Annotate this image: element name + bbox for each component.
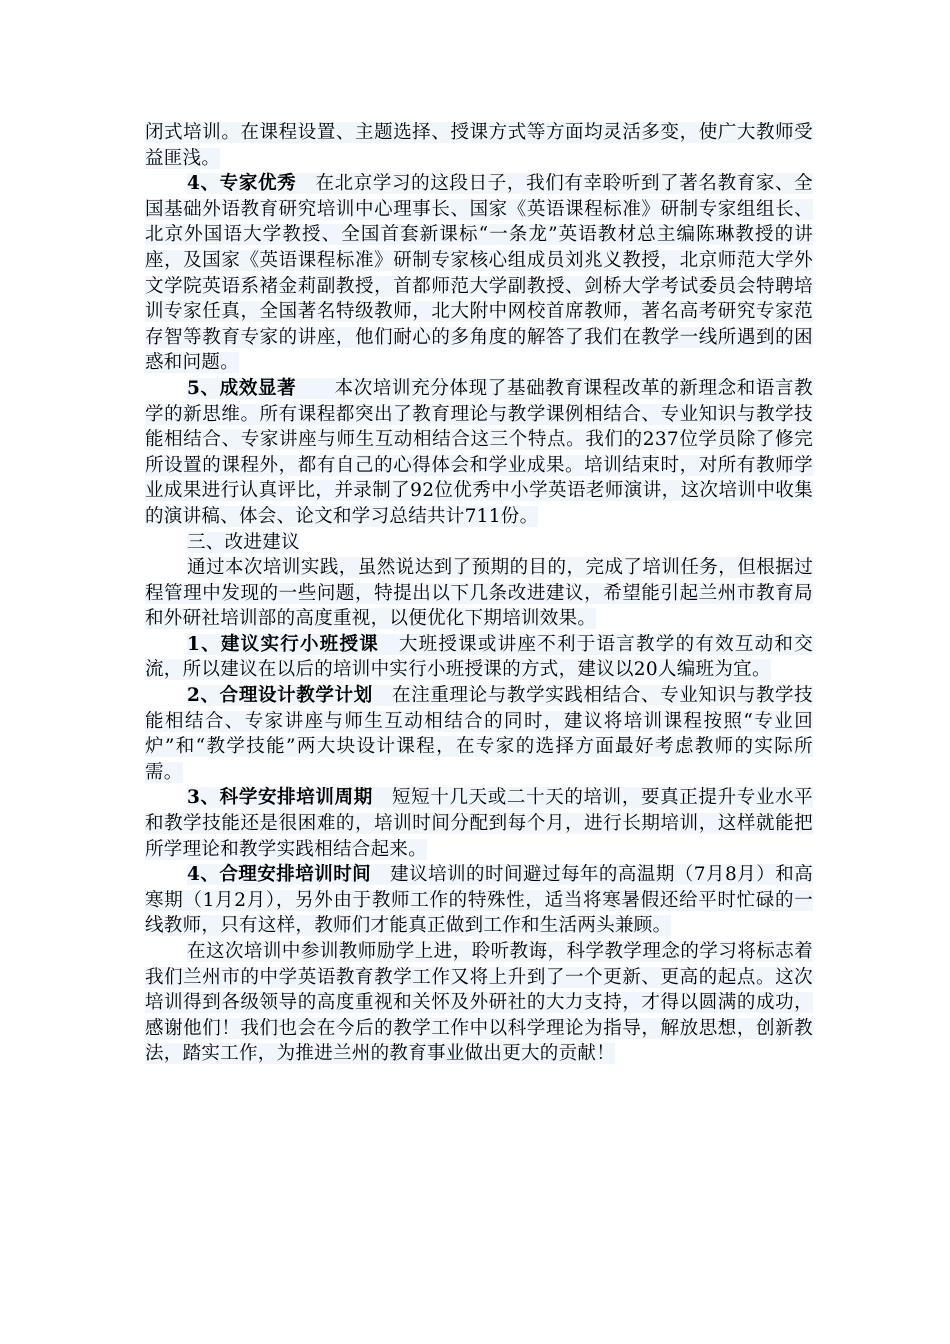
paragraph-training-time bbox=[145, 862, 813, 939]
heading-gap bbox=[379, 634, 399, 655]
section-title-improvements bbox=[145, 530, 813, 556]
section-heading: 3、科学安排培训周期 bbox=[187, 787, 373, 809]
paragraph-text: 在这次培训中参训教师励学上进，聆听教诲，科学教学理念的学习将标志着我们兰州市的中学英语教育教学工作又将上升到了一个更新、更高的起点。这次培训得到各级领导的高度重视和关怀及外研社的大力支持，才得以圆满的成功，感谢他们！我们也会在今后的教学工作中以科学理论为指导，解放思想，创新教法，踏实工作，为推进兰州的教育事业做出更大的贡献！ bbox=[145, 941, 813, 1065]
heading-gap bbox=[296, 378, 334, 399]
paragraph-text: 短短十几天或二十天的培训，要真正提升专业水平和教学技能还是很困难的，培训时间分配到每个月，进行长期培训，这样就能把所学理论和教学实践相结合起来。 bbox=[145, 787, 813, 860]
paragraph-text: 大班授课或讲座不利于语言教学的有效互动和交流，所以建议在以后的培训中实行小班授课的方式，建议以20人编班为宜。 bbox=[145, 633, 814, 681]
paragraph-continuation bbox=[145, 120, 813, 171]
paragraph-intro bbox=[145, 555, 813, 632]
paragraph-text: 在北京学习的这段日子，我们有幸聆听到了著名教育家、全国基础外语教育研究培训中心理事长、国家《英语课程标准》研制专家组组长、北京外国语大学教授、全国首套新课标“一条龙”英语教材总主编陈琳教授的讲座，及国家《英语课程标准》研制专家核心组成员刘兆义教授，北京师范大学外文学院英语系褚金莉副教授，首都师范大学副教授、剑桥大学考试委员会特聘培训专家任真，全国著名特级教师，北大附中网校首席教师，著名高考研究专家范存智等教育专家的讲座，他们耐心的多角度的解答了我们在教学一线所遇到的困惑和问题。 bbox=[145, 173, 813, 374]
section-heading: 三、改进建议 bbox=[187, 531, 300, 553]
paragraph-text: 闭式培训。在课程设置、主题选择、授课方式等方面均灵活多变，使广大教师受益匪浅。 bbox=[145, 122, 813, 169]
paragraph-conclusion bbox=[145, 939, 813, 1067]
paragraph-training-cycle bbox=[145, 785, 813, 862]
section-heading: 5、成效显著 bbox=[187, 377, 297, 399]
paragraph-small-class bbox=[145, 632, 813, 683]
paragraph-text: 本次培训充分体现了基础教育课程改革的新理念和语言教学的新思维。所有课程都突出了教育理论与教学课例相结合、专业知识与教学技能相结合、专家讲座与师生互动相结合这三个特点。我们的237位学员除了修完所设置的课程外，都有自己的心得体会和学业成果。培训结束时，对所有教师学业成果进行认真评比，并录制了92位优秀中小学英语老师演讲，这次培训中收集的演讲稿、体会、论文和学习总结共计711份。 bbox=[145, 377, 813, 527]
paragraph-teaching-plan bbox=[145, 683, 813, 785]
paragraph-expert bbox=[145, 171, 813, 376]
heading-gap bbox=[373, 685, 392, 706]
heading-gap bbox=[296, 173, 315, 194]
section-heading: 4、专家优秀 bbox=[187, 173, 297, 195]
heading-gap bbox=[371, 864, 390, 885]
document-page bbox=[145, 120, 813, 1067]
paragraph-text: 建议培训的时间避过每年的高温期（7月8月）和高寒期（1月2月），另外由于教师工作的特殊性，适当将寒暑假还给平时忙碌的一线教师，只有这样，教师们才能真正做到工作和生活两头兼顾。 bbox=[145, 864, 813, 937]
paragraph-text: 通过本次培训实践，虽然说达到了预期的目的，完成了培训任务，但根据过程管理中发现的一些问题，特提出以下几条改进建议，希望能引起兰州市教育局和外研社培训部的高度重视，以便优化下期培训效果。 bbox=[145, 557, 813, 630]
paragraph-results bbox=[145, 376, 813, 530]
section-heading: 2、合理设计教学计划 bbox=[187, 685, 373, 707]
section-heading: 1、建议实行小班授课 bbox=[187, 633, 380, 655]
paragraph-text: 在注重理论与教学实践相结合、专业知识与教学技能相结合、专家讲座与师生互动相结合的同时，建议将培训课程按照“专业回炉”和“教学技能”两大块设计课程，在专家的选择方面最好考虑教师的实际所需。 bbox=[145, 685, 813, 783]
section-heading: 4、合理安排培训时间 bbox=[187, 864, 372, 886]
heading-gap bbox=[373, 787, 392, 808]
